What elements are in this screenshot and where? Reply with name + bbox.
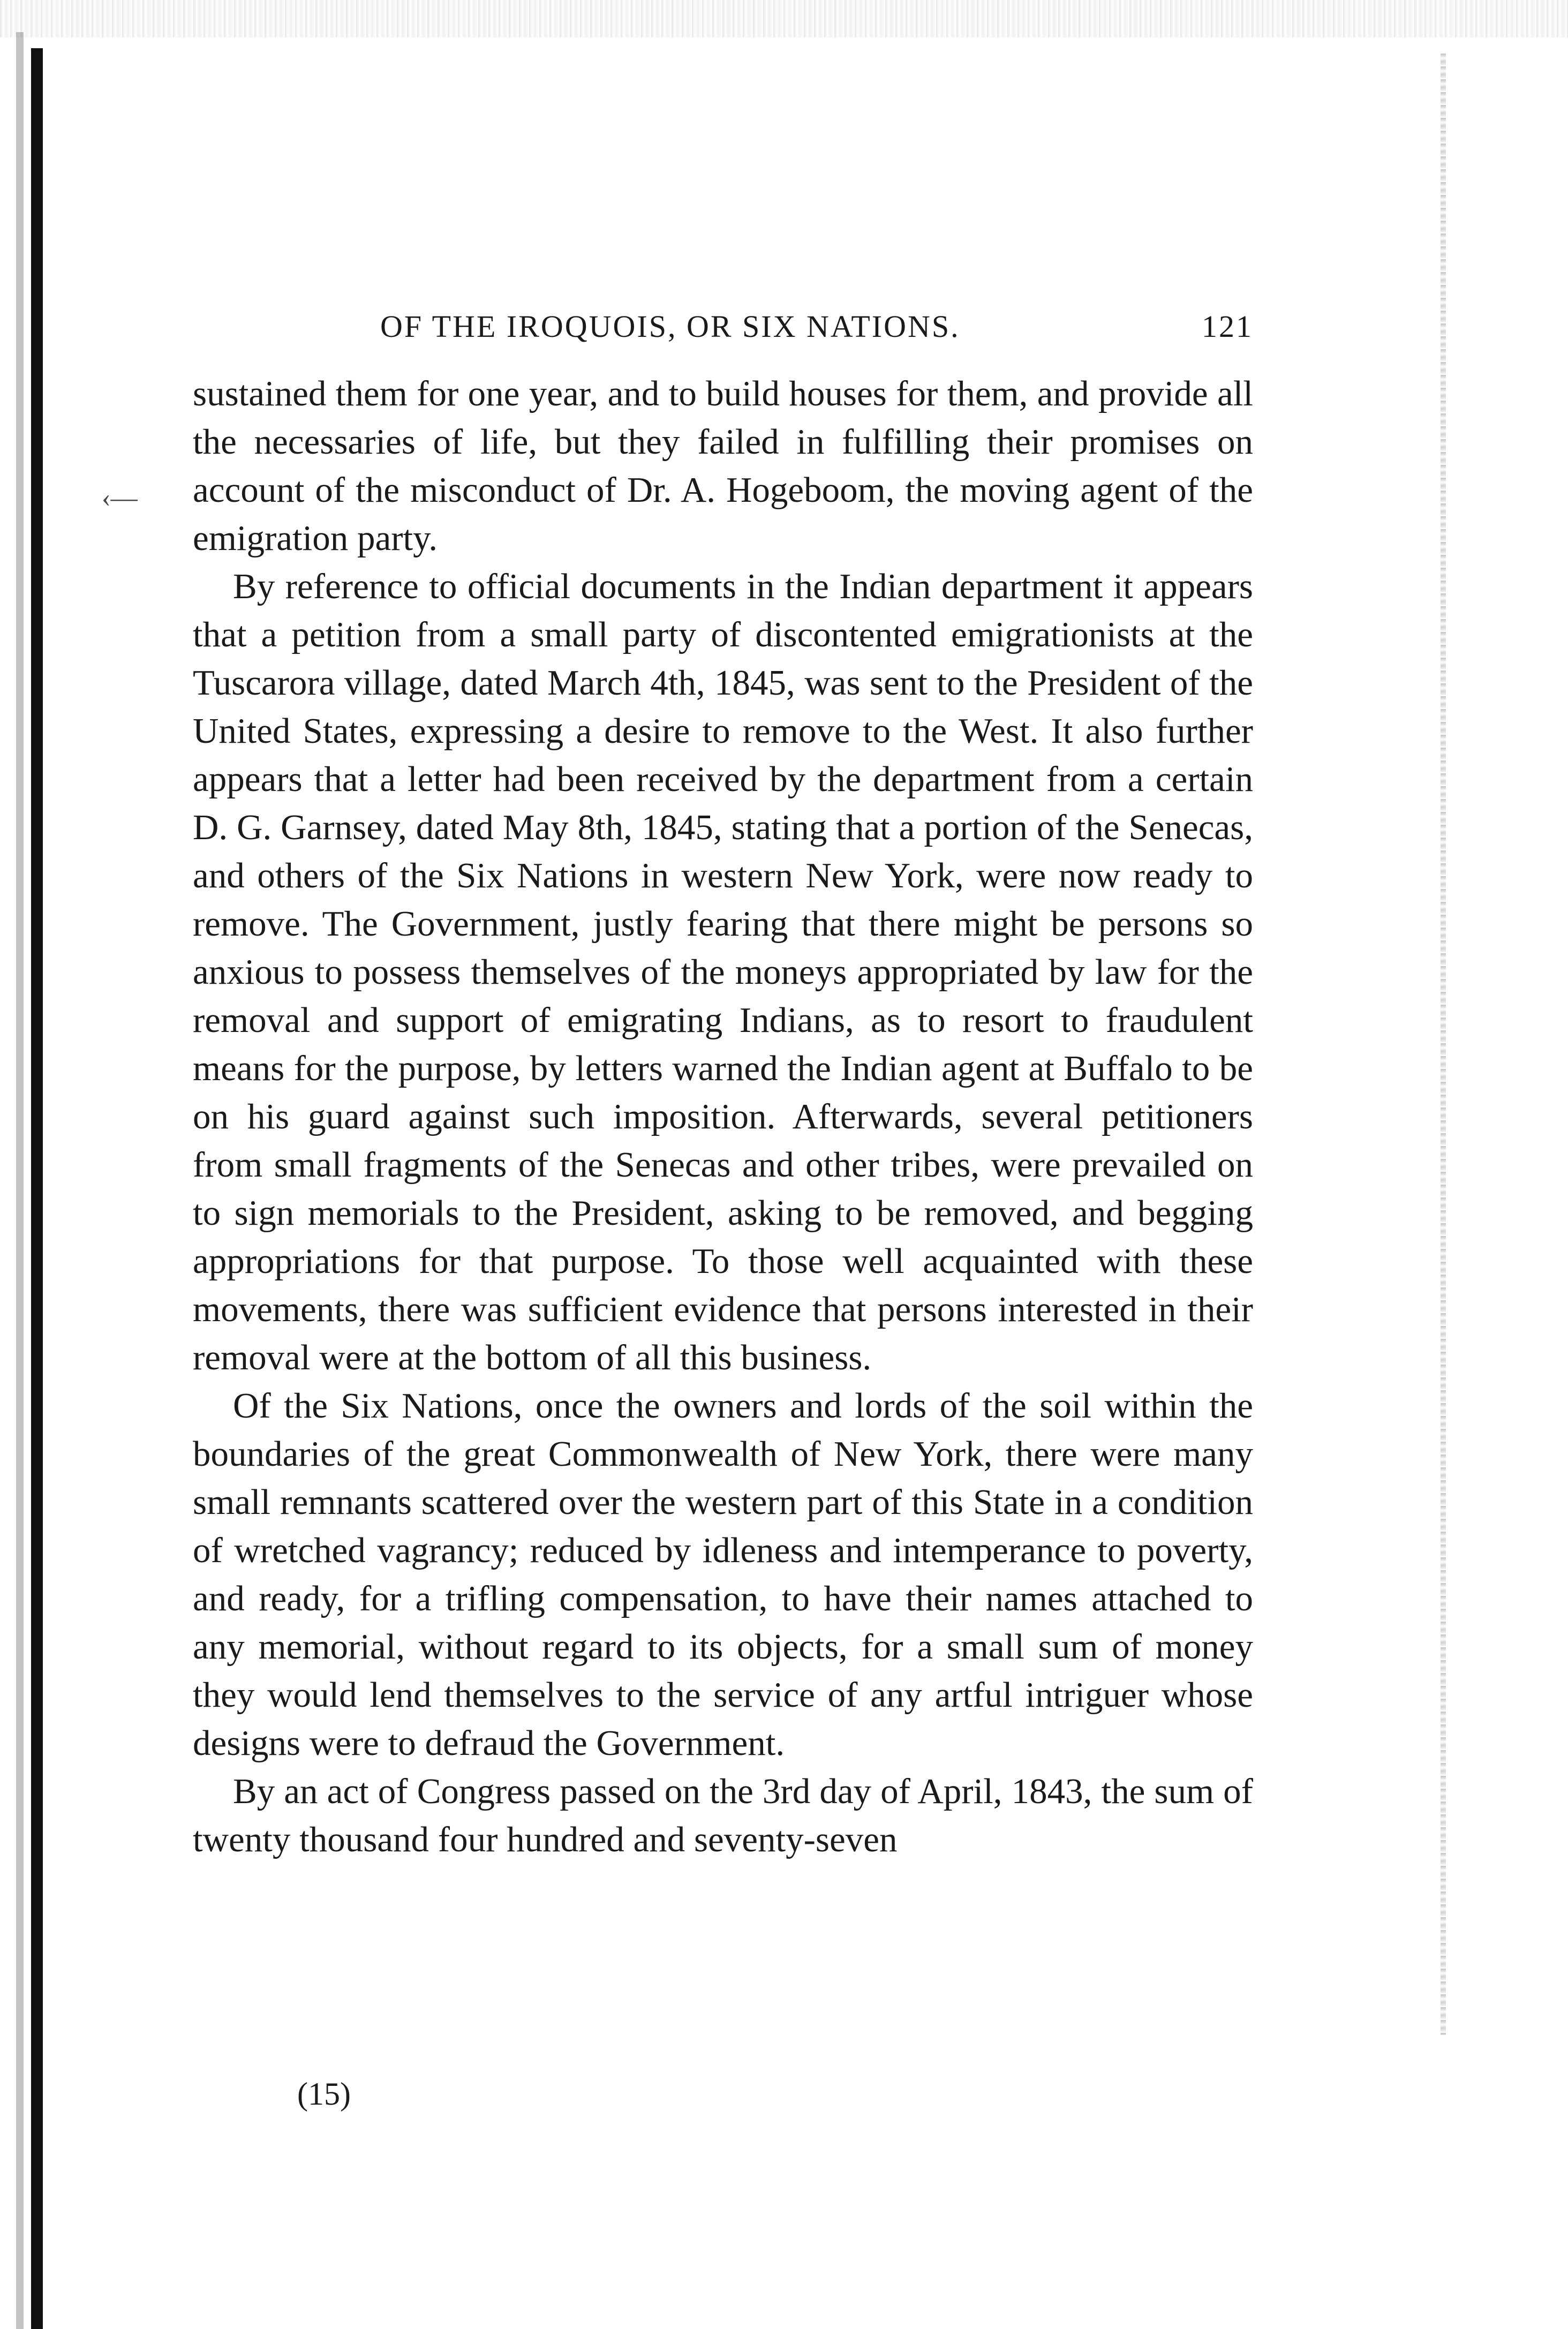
paragraph: By an act of Congress passed on the 3rd day of April, 1843, the sum of twenty thousand four hundred and seventy-seven (193, 1772, 1253, 1859)
paragraph: By reference to official documents in the Indian department it appears that a petition from a small party of discontented emigrationists at the Tuscarora village, dated March 4th, 1845, was sent to the President of the United States, expressing a desire to remove to the West. It also further appears that a letter had been received by the department from a certain D. G. Garnsey, dated May 8th, 1845, stating that a portion of the Senecas, and others of the Six Nations in western New York, were now ready to remove. The Government, justly fearing that there might be persons so anxious to possess themselves of the moneys appropriated by law for the removal and support of emigrating Indians, as to resort to fraudulent means for the purpose, by letters warned the Indian agent at Buffalo to be on his guard against such imposition. Afterwards, several petitioners from small fragments of the Senecas and other tribes, were prevailed on to sign memorials to the President, asking to be removed, and begging appropriations for that purpose. To those well acquainted with these movements, there was sufficient evidence that persons interested in their removal were at the bottom of all this business. (193, 567, 1253, 1377)
body-text (193, 370, 1253, 1864)
scan-top-noise (0, 0, 1568, 37)
paragraph-continued: sustained them for one year, and to build houses for them, and provide all the necessaries of life, but they failed in fulfilling their promises on account of the misconduct of Dr. A. Hogeboom, the moving agent of the emigration party. (193, 374, 1253, 558)
signature-mark: (15) (297, 2076, 351, 2112)
margin-mark: ‹— (102, 483, 138, 512)
page-number: 121 (1202, 309, 1253, 344)
paragraph: Of the Six Nations, once the owners and lords of the soil within the boundaries of the great Commonwealth of New York, there were many small remnants scattered over the western part of this State in a condition of wretched vagrancy; reduced by idleness and intemperance to poverty, and ready, for a trifling compensation, to have their names attached to any memorial, without regard to its objects, for a small sum of money they would lend themselves to the service of any artful intriguer whose designs were to defraud the Government. (193, 1386, 1253, 1763)
binding-shadow (16, 32, 24, 2329)
binding-edge (31, 48, 43, 2329)
running-head (193, 305, 1253, 348)
running-head-title: OF THE IROQUOIS, OR SIX NATIONS. (380, 309, 960, 344)
scan-right-edge (1441, 54, 1446, 2035)
